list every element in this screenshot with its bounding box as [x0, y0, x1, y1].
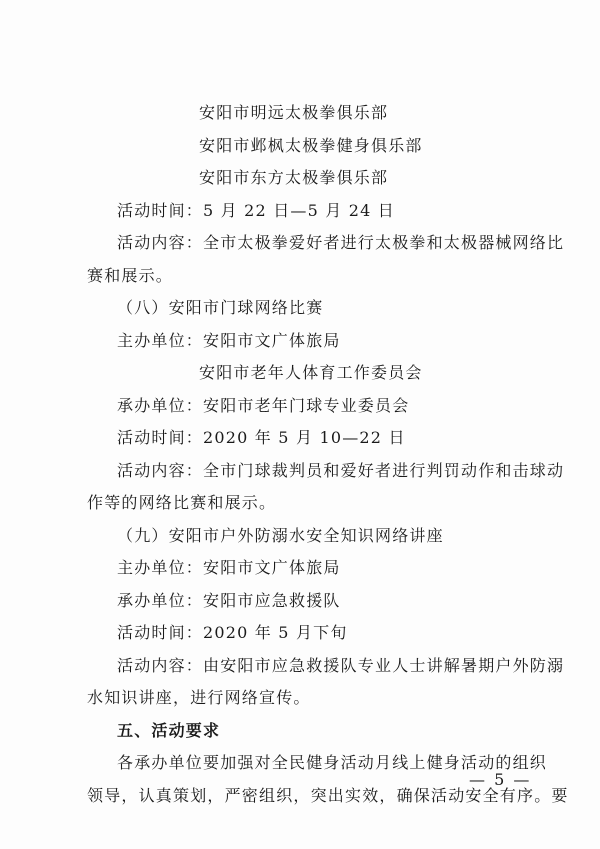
text-line: 承办单位：安阳市应急救援队: [117, 591, 341, 610]
text-line: 水知识讲座，进行网络宣传。: [87, 688, 311, 707]
text-line: 承办单位：安阳市老年门球专业委员会: [117, 396, 410, 415]
text-line: 活动内容：由安阳市应急救援队专业人士讲解暑期户外防溺: [117, 656, 565, 675]
text-line: 活动时间：5 月 22 日—5 月 24 日: [117, 201, 395, 220]
text-line: 赛和展示。: [87, 266, 174, 285]
text-line: 安阳市明远太极拳俱乐部: [199, 103, 389, 122]
section-title: 五、活动要求: [117, 721, 221, 740]
text-line: 领导，认真策划，严密组织，突出实效，确保活动安全有序。要: [87, 786, 569, 805]
section-heading: （九）安阳市户外防溺水安全知识网络讲座: [117, 526, 444, 545]
text-line: 各承办单位要加强对全民健身活动月线上健身活动的组织: [117, 753, 548, 772]
text-line: 活动时间：2020 年 5 月下旬: [117, 623, 348, 642]
section-heading: （八）安阳市门球网络比赛: [117, 298, 324, 317]
text-line: 活动时间：2020 年 5 月 10—22 日: [117, 428, 406, 447]
page-number: — 5 —: [469, 770, 532, 789]
text-line: 活动内容：全市太极拳爱好者进行太极拳和太极器械网络比: [117, 233, 565, 252]
text-line: 安阳市东方太极拳俱乐部: [199, 168, 389, 187]
text-line: 作等的网络比赛和展示。: [87, 493, 277, 512]
text-line: 主办单位：安阳市文广体旅局: [117, 558, 341, 577]
text-line: 安阳市邺枫太极拳健身俱乐部: [199, 136, 423, 155]
text-line: 安阳市老年人体育工作委员会: [199, 363, 423, 382]
text-line: 主办单位：安阳市文广体旅局: [117, 331, 341, 350]
text-line: 活动内容：全市门球裁判员和爱好者进行判罚动作和击球动: [117, 461, 565, 480]
